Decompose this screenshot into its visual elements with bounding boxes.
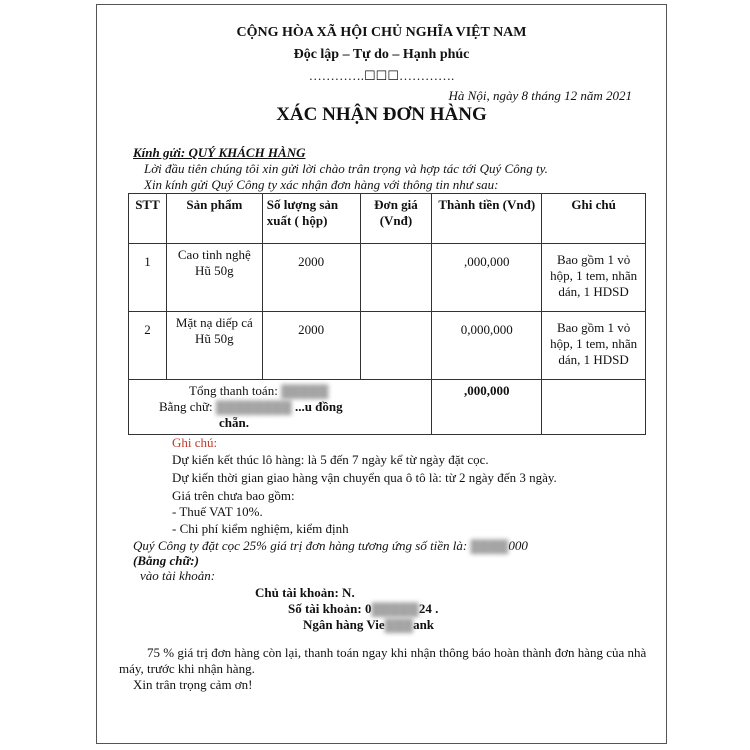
total-label: Tổng thanh toán:: [189, 383, 278, 398]
row-unit-price: [360, 244, 432, 312]
total-value: ,000,000: [432, 380, 542, 435]
account-number-label: Số tài khoản: 0: [288, 601, 372, 616]
deposit-redacted: ▓▓▓▓: [470, 538, 509, 553]
note-line-1: Dự kiến kết thúc lô hàng: là 5 đến 7 ngày kể từ ngày đặt cọc.: [172, 452, 489, 467]
row-quantity: 2000: [262, 312, 360, 380]
header-unit-price: Đơn giá (Vnđ): [360, 194, 432, 244]
row-product: Cao tinh nghệ Hũ 50g: [166, 244, 262, 312]
bank-name-redacted: ▓▓▓: [384, 617, 414, 632]
row-stt: 1: [129, 244, 167, 312]
words-redacted: ▓▓▓▓▓▓▓▓: [215, 399, 292, 414]
place-date: Hà Nội, ngày 8 tháng 12 năm 2021: [448, 88, 632, 103]
page-title: XÁC NHẬN ĐƠN HÀNG: [276, 104, 487, 125]
deposit-text: Quý Công ty đặt cọc 25% giá trị đơn hàng tương ứng số tiền là:: [133, 538, 471, 553]
row-amount: ,000,000: [432, 244, 542, 312]
row-stt: 2: [129, 312, 167, 380]
deposit-account-label: vào tài khoản:: [140, 568, 216, 583]
deposit-words: (Bằng chữ:): [133, 553, 199, 568]
footer-line-2: máy, trước khi nhận hàng.: [119, 661, 255, 676]
account-number: [288, 601, 438, 617]
total-cell: [129, 380, 432, 435]
notes-title: Ghi chú:: [172, 435, 218, 450]
country-name: CỘNG HÒA XÃ HỘI CHỦ NGHĨA VIỆT NAM: [236, 25, 527, 40]
row-unit-price: [360, 312, 432, 380]
greeting-recipient: Kính gửi: QUÝ KHÁCH HÀNG: [133, 145, 306, 160]
account-number-tail: 24 .: [418, 601, 439, 616]
motto: Độc lập – Tự do – Hạnh phúc: [293, 47, 470, 62]
table-total-row: [129, 380, 646, 435]
words-label: Bằng chữ:: [159, 399, 213, 414]
account-number-redacted: ▓▓▓▓▓: [371, 601, 419, 616]
row-quantity: 2000: [262, 244, 360, 312]
total-note-empty: [542, 380, 646, 435]
table-row: [129, 244, 646, 312]
row-note: Bao gồm 1 vỏ hộp, 1 tem, nhãn dán, 1 HDSD: [542, 312, 646, 380]
order-table: [128, 193, 646, 435]
note-line-2: Dự kiến thời gian giao hàng vận chuyển qua ô tô là: từ 2 ngày đến 3 ngày.: [172, 470, 557, 485]
header-stt: STT: [129, 194, 167, 244]
header-amount: Thành tiền (Vnđ): [432, 194, 542, 244]
deposit-tail: 000: [508, 538, 528, 553]
account-holder: Chủ tài khoản: N.: [255, 585, 355, 600]
thanks-line: Xin trân trọng cảm ơn!: [133, 677, 253, 692]
words-value: ...u đồng: [294, 399, 343, 414]
note-bullet-vat: - Thuế VAT 10%.: [172, 504, 263, 519]
table-row: [129, 312, 646, 380]
header-quantity: Số lượng sản xuất ( hộp): [262, 194, 360, 244]
row-amount: 0,000,000: [432, 312, 542, 380]
header-divider: ………….☐☐☐………….: [308, 68, 455, 83]
bank-name-tail: ank: [413, 617, 435, 632]
row-product: Mặt nạ diếp cá Hũ 50g: [166, 312, 262, 380]
note-line-3: Giá trên chưa bao gồm:: [172, 488, 295, 503]
bank-name: [303, 617, 434, 633]
row-note: Bao gồm 1 vỏ hộp, 1 tem, nhãn dán, 1 HDSD: [542, 244, 646, 312]
greeting-line-2: Xin kính gửi Quý Công ty xác nhận đơn hàng với thông tin như sau:: [144, 177, 499, 192]
words-end: chẵn.: [219, 415, 249, 430]
header-product: Sản phẩm: [166, 194, 262, 244]
total-redacted: ▓▓▓▓▓: [281, 383, 329, 398]
header-note: Ghi chú: [542, 194, 646, 244]
table-header-row: [129, 194, 646, 244]
greeting-line-1: Lời đầu tiên chúng tôi xin gửi lời chào trân trọng và hợp tác tới Quý Công ty.: [144, 161, 548, 176]
bank-name-label: Ngân hàng Vie: [303, 617, 385, 632]
footer-line-1: 75 % giá trị đơn hàng còn lại, thanh toán ngay khi nhận thông báo hoàn thành đơn hàng của nhà: [147, 645, 647, 660]
deposit-line-1: [133, 538, 528, 554]
note-bullet-testing: - Chi phí kiểm nghiệm, kiểm định: [172, 521, 349, 536]
